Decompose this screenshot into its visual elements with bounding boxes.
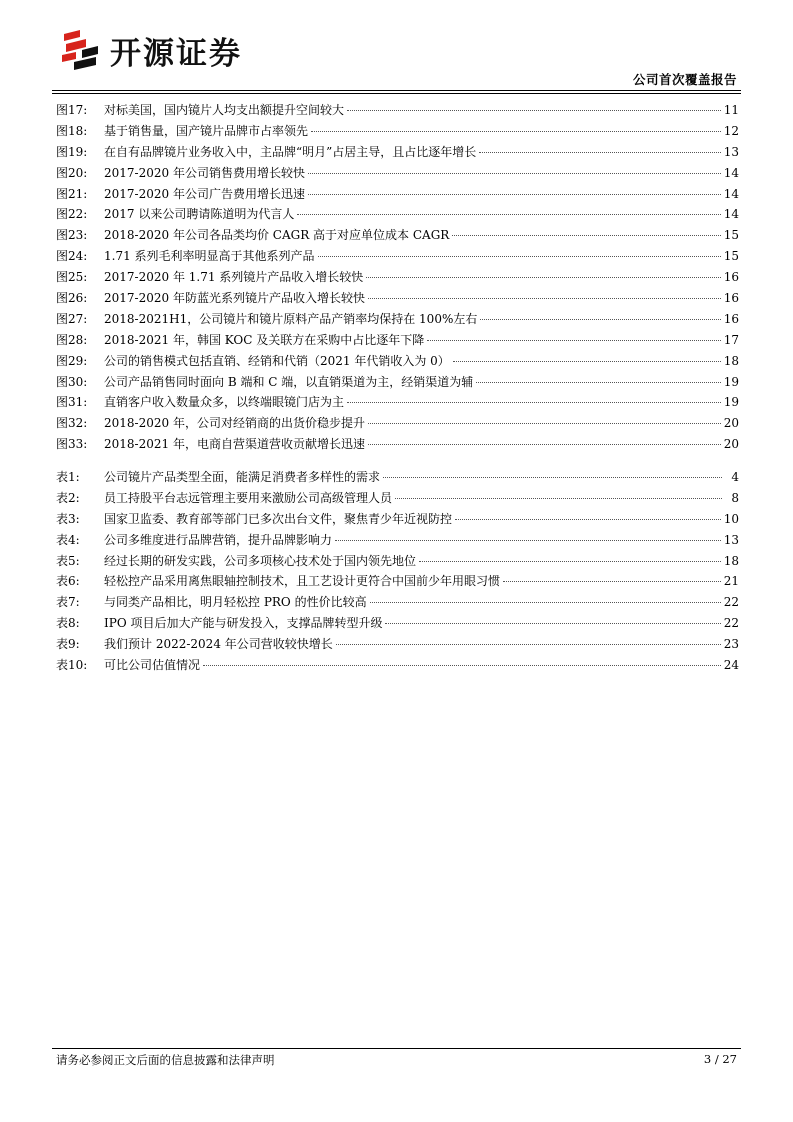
entry-title: 2018-2020 年公司各品类均价 CAGR 高于对应单位成本 CAGR	[104, 228, 450, 243]
figure-entry[interactable]	[56, 100, 739, 121]
dot-leader	[368, 423, 721, 424]
dot-leader	[318, 256, 721, 257]
table-entry[interactable]	[56, 467, 739, 488]
dot-leader	[453, 361, 721, 362]
dot-leader	[308, 173, 721, 174]
entry-page: 4	[731, 470, 739, 484]
entry-title: 2017-2020 年 1.71 系列镜片产品收入增长较快	[104, 270, 364, 285]
dot-leader	[368, 444, 721, 445]
footer-disclaimer: 请务必参阅正文后面的信息披露和法律声明	[56, 1053, 275, 1067]
entry-label: 图32:	[56, 416, 88, 431]
dot-leader	[366, 277, 720, 278]
figure-entry[interactable]	[56, 246, 739, 267]
entry-title: 对标美国，国内镜片人均支出额提升空间较大	[104, 103, 345, 117]
entry-title: 2017-2020 年防蓝光系列镜片产品收入增长较快	[104, 291, 365, 306]
dot-leader	[476, 382, 720, 383]
table-entry[interactable]	[56, 634, 739, 655]
entry-label: 图30:	[56, 374, 88, 389]
dot-leader	[347, 402, 721, 403]
dot-leader	[308, 194, 721, 195]
footer-rule	[52, 1048, 741, 1049]
entry-title: 2018-2021 年，电商自营渠道营收贡献增长迅速	[104, 437, 365, 452]
entry-page: 20	[723, 437, 739, 452]
brand-logo	[60, 28, 242, 72]
entry-label: 图29:	[56, 353, 88, 368]
entry-title: 2018-2021H1，公司镜片和镜片原料产品产销率均保持在 100%左右	[104, 311, 478, 326]
entry-title: 公司的销售模式包括直销、经销和代销（2021 年代销收入为 0）	[104, 353, 450, 368]
figure-entry[interactable]	[56, 267, 739, 288]
entry-page: 22	[723, 595, 739, 610]
dot-leader	[336, 644, 721, 645]
brand-logo-icon	[60, 28, 102, 72]
entry-label: 图24:	[56, 249, 88, 264]
entry-label: 图17:	[56, 103, 88, 117]
dot-leader	[427, 340, 720, 341]
figure-index	[56, 100, 739, 455]
entry-label: 表3:	[56, 511, 80, 526]
entry-page: 19	[723, 395, 739, 410]
entry-title: 经过长期的研发实践，公司多项核心技术处于国内领先地位	[104, 553, 417, 568]
entry-label: 图28:	[56, 332, 88, 347]
entry-page: 22	[723, 616, 739, 631]
table-entry[interactable]	[56, 592, 739, 613]
dot-leader	[480, 319, 720, 320]
figure-entry[interactable]	[56, 330, 739, 351]
entry-title: 在自有品牌镜片业务收入中，主品牌“明月”占居主导，且占比逐年增长	[104, 144, 477, 159]
dot-leader	[479, 152, 720, 153]
dot-leader	[347, 110, 721, 111]
entry-title: 轻松控产品采用离焦眼轴控制技术，且工艺设计更符合中国前少年用眼习惯	[104, 574, 501, 589]
entry-title: 基于销售量，国产镜片品牌市占率领先	[104, 123, 309, 138]
entry-label: 表9:	[56, 637, 80, 652]
entry-title: 2017-2020 年公司广告费用增长迅速	[104, 186, 305, 201]
entry-label: 图19:	[56, 144, 88, 159]
entry-title: IPO 项目后加大产能与研发投入，支撑品牌转型升级	[104, 616, 383, 631]
dot-leader	[503, 581, 721, 582]
figure-entry[interactable]	[56, 309, 739, 330]
figure-entry[interactable]	[56, 142, 739, 163]
figure-entry[interactable]	[56, 351, 739, 372]
dot-leader	[452, 235, 720, 236]
figure-entry[interactable]	[56, 413, 739, 434]
entry-title: 与同类产品相比，明月轻松控 PRO 的性价比较高	[104, 595, 367, 610]
entry-label: 表4:	[56, 532, 80, 547]
dot-leader	[385, 623, 720, 624]
entry-title: 2018-2020 年，公司对经销商的出货价稳步提升	[104, 416, 365, 431]
entry-label: 图21:	[56, 186, 88, 201]
entry-title: 2017-2020 年公司销售费用增长较快	[104, 165, 305, 180]
dot-leader	[203, 665, 721, 666]
table-entry[interactable]	[56, 509, 739, 530]
entry-label: 图33:	[56, 437, 88, 452]
entry-label: 表10:	[56, 658, 88, 673]
dot-leader	[419, 561, 721, 562]
entry-page: 13	[723, 532, 739, 547]
entry-page: 19	[723, 374, 739, 389]
entry-page: 16	[723, 311, 739, 326]
figure-entry[interactable]	[56, 288, 739, 309]
figure-entry[interactable]	[56, 121, 739, 142]
entry-page: 13	[723, 144, 739, 159]
entry-title: 公司产品销售同时面向 B 端和 C 端，以直销渠道为主，经销渠道为辅	[104, 374, 474, 389]
dot-leader	[335, 540, 721, 541]
entry-page: 16	[723, 270, 739, 285]
entry-title: 可比公司估值情况	[104, 658, 201, 673]
entry-label: 图22:	[56, 207, 88, 222]
entry-title: 2017 以来公司聘请陈道明为代言人	[104, 207, 295, 222]
entry-page: 18	[723, 553, 739, 568]
report-type: 公司首次覆盖报告	[632, 72, 737, 87]
figure-entry[interactable]	[56, 372, 739, 393]
dot-leader	[297, 214, 720, 215]
entry-page: 15	[723, 228, 739, 243]
entry-page: 14	[723, 186, 739, 201]
entry-page: 23	[723, 637, 739, 652]
entry-page: 12	[723, 123, 739, 138]
page-number: 3 / 27	[703, 1052, 737, 1066]
table-entry[interactable]	[56, 551, 739, 572]
dot-leader	[370, 602, 721, 603]
entry-page: 18	[723, 353, 739, 368]
table-entry[interactable]	[56, 571, 739, 592]
entry-page: 11	[723, 103, 739, 117]
header-rule-thin	[52, 93, 741, 94]
entry-label: 图27:	[56, 311, 88, 326]
entry-title: 直销客户收入数量众多，以终端眼镜门店为主	[104, 395, 345, 410]
entry-label: 表8:	[56, 616, 80, 631]
entry-page: 8	[731, 490, 739, 505]
entry-page: 17	[723, 332, 739, 347]
entry-title: 国家卫监委、教育部等部门已多次出台文件，聚焦青少年近视防控	[104, 511, 453, 526]
entry-page: 20	[723, 416, 739, 431]
entry-title: 公司多维度进行品牌营销，提升品牌影响力	[104, 532, 333, 547]
entry-label: 表2:	[56, 490, 80, 505]
entry-page: 14	[723, 165, 739, 180]
dot-leader	[455, 519, 721, 520]
figure-entry[interactable]	[56, 225, 739, 246]
entry-label: 表7:	[56, 595, 80, 610]
entry-page: 10	[723, 511, 739, 526]
entry-label: 表6:	[56, 574, 80, 589]
entry-label: 表1:	[56, 470, 80, 484]
dot-leader	[395, 498, 722, 499]
entry-page: 21	[723, 574, 739, 589]
table-entry[interactable]	[56, 655, 739, 676]
dot-leader	[311, 131, 721, 132]
entry-page: 24	[723, 658, 739, 673]
table-entry[interactable]	[56, 488, 739, 509]
entry-label: 图25:	[56, 270, 88, 285]
entry-label: 图23:	[56, 228, 88, 243]
dot-leader	[383, 477, 722, 478]
brand-name: 开源证券	[110, 35, 242, 72]
entry-title: 2018-2021 年，韩国 KOC 及关联方在采购中占比逐年下降	[104, 332, 425, 347]
entry-title: 员工持股平台志远管理主要用来激励公司高级管理人员	[104, 490, 393, 505]
figure-entry[interactable]	[56, 434, 739, 455]
entry-label: 图20:	[56, 165, 88, 180]
entry-page: 15	[723, 249, 739, 264]
entry-page: 16	[723, 291, 739, 306]
figure-entry[interactable]	[56, 163, 739, 184]
entry-page: 14	[723, 207, 739, 222]
entry-title: 1.71 系列毛利率明显高于其他系列产品	[104, 249, 315, 264]
entry-label: 图26:	[56, 291, 88, 306]
entry-title: 公司镜片产品类型全面，能满足消费者多样性的需求	[104, 470, 381, 484]
table-entry[interactable]	[56, 530, 739, 551]
figure-entry[interactable]	[56, 204, 739, 225]
entry-title: 我们预计 2022-2024 年公司营收较快增长	[104, 637, 333, 652]
entry-label: 图18:	[56, 123, 88, 138]
table-index	[56, 467, 739, 676]
dot-leader	[368, 298, 721, 299]
table-entry[interactable]	[56, 613, 739, 634]
entry-label: 表5:	[56, 553, 80, 568]
header-rule	[52, 90, 741, 91]
figure-entry[interactable]	[56, 392, 739, 413]
figure-entry[interactable]	[56, 184, 739, 205]
entry-label: 图31:	[56, 395, 88, 410]
